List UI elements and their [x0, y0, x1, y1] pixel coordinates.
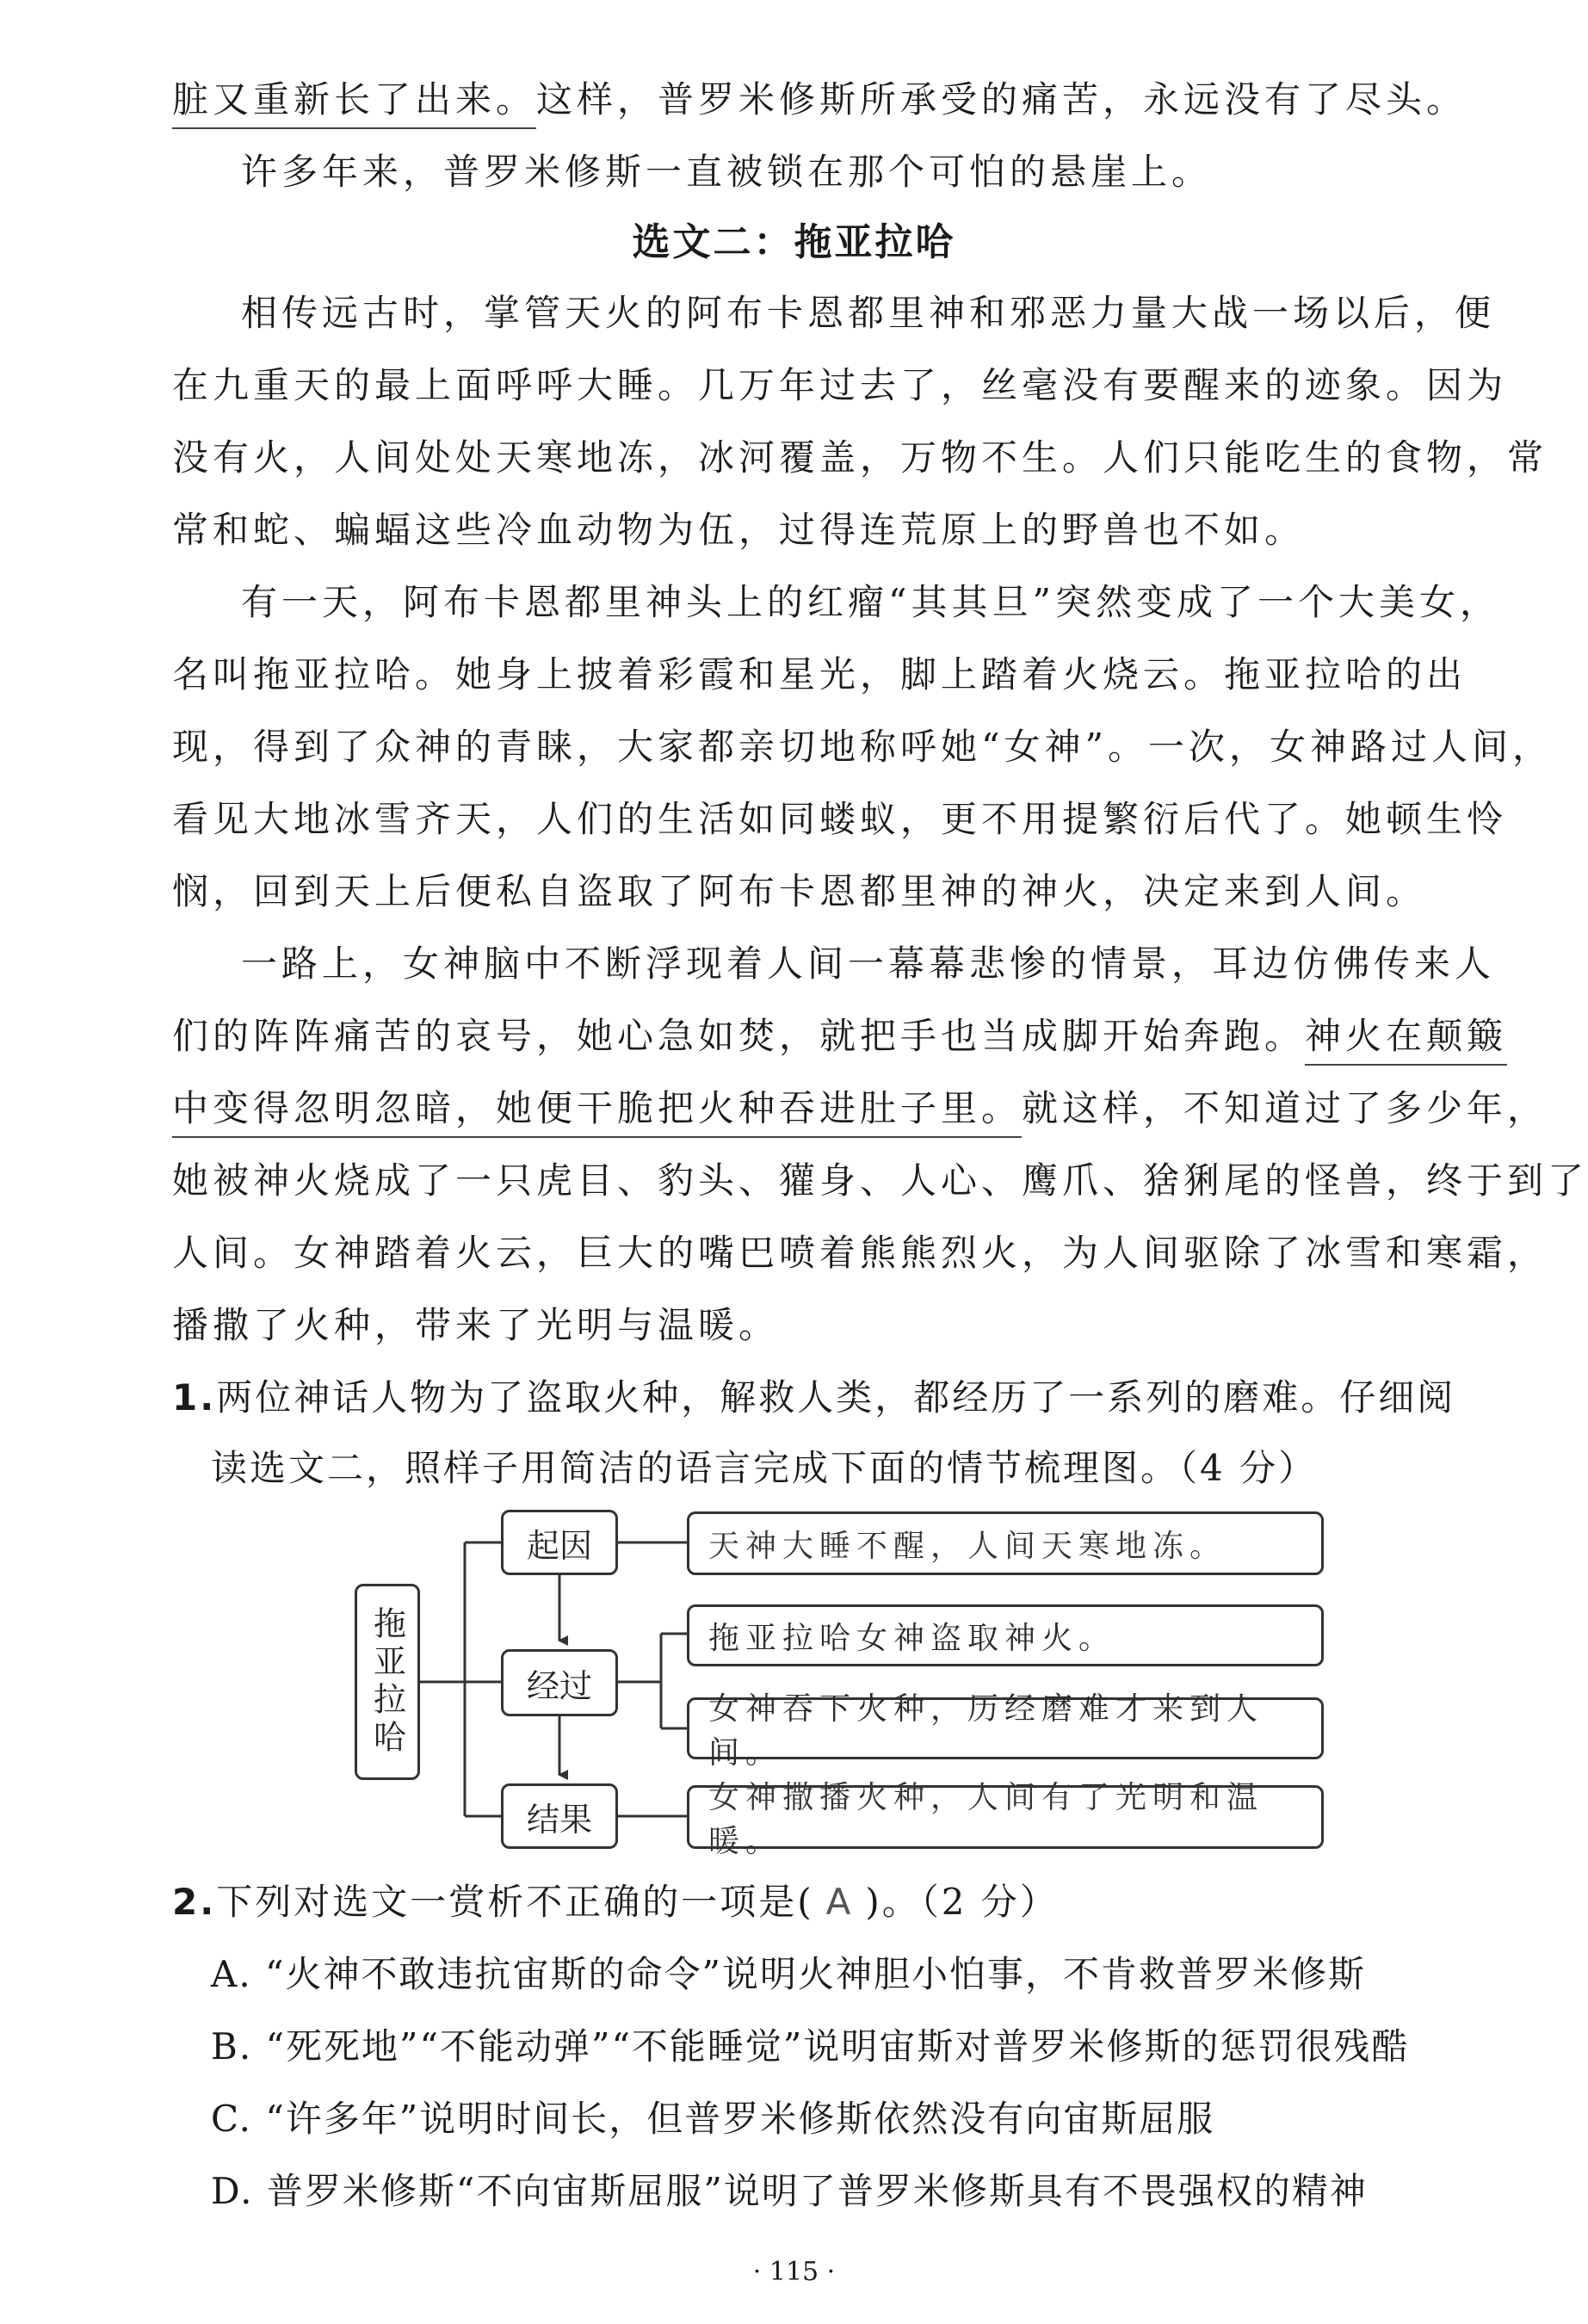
passage1-line-1 [172, 64, 1480, 136]
underlined-sentence: 中变得忽明忽暗，她便干脆把火种吞进肚子里。 [172, 1087, 1022, 1138]
diagram-process-answer-2: 女神吞下火种，历经磨难才来到人间。 [687, 1697, 1324, 1759]
passage2-line: 悯，回到天上后便私自盗取了阿布卡恩都里神的神火，决定来到人间。 [172, 870, 1427, 912]
question-2-answer: A [825, 1881, 854, 1923]
passage1-line-1-rest: 这样，普罗米修斯所承受的痛苦，永远没有了尽头。 [536, 78, 1468, 121]
diagram-cause-answer: 天神大睡不醒，人间天寒地冻。 [687, 1511, 1324, 1575]
diagram-result-label: 结果 [501, 1783, 618, 1849]
underlined-sentence: 脏又重新长了出来。 [172, 78, 536, 129]
diagram-cause-label: 起因 [501, 1510, 618, 1575]
passage2-line: 在九重天的最上面呼呼大睡。几万年过去了，丝毫没有要醒来的迹象。因为 [172, 364, 1508, 406]
passage2-line: 有一天，阿布卡恩都里神头上的红瘤“其其旦”突然变成了一个大美女， [241, 581, 1500, 623]
underlined-sentence: 神火在颠簸 [1305, 1015, 1507, 1066]
plot-diagram [344, 1498, 1343, 1859]
diagram-result-answer: 女神撒播火种，人间有了光明和温暖。 [687, 1785, 1324, 1849]
passage2-line-12 [172, 1072, 1548, 1145]
question-2-text-after: )。（2 分） [865, 1881, 1059, 1923]
page-number: · 115 · [752, 2257, 836, 2287]
option-a: A. “火神不敢违抗宙斯的命令”说明火神胆小怕事，不肯救普罗米修斯 [211, 1953, 1366, 1995]
option-d: D. 普罗米修斯“不向宙斯屈服”说明了普罗米修斯具有不畏强权的精神 [211, 2170, 1368, 2212]
diagram-root-node: 拖亚拉哈 [355, 1584, 420, 1780]
passage2-line: 播撒了火种，带来了光明与温暖。 [172, 1304, 780, 1346]
diagram-process-answer-1: 拖亚拉哈女神盗取神火。 [687, 1604, 1324, 1666]
question-2-number: 2. [172, 1881, 217, 1923]
passage2-line: 人间。女神踏着火云，巨大的嘴巴喷着熊熊烈火，为人间驱除了冰雪和寒霜， [172, 1232, 1548, 1274]
passage2-line-11-plain: 们的阵阵痛苦的哀号，她心急如焚，就把手也当成脚开始奔跑。 [172, 1015, 1306, 1057]
question-1-number: 1. [172, 1376, 217, 1419]
question-1-text-1: 两位神话人物为了盗取火种，解救人类，都经历了一系列的磨难。仔细阅 [216, 1376, 1456, 1419]
question-2 [172, 1866, 1059, 1938]
passage2-line: 相传远古时，掌管天火的阿布卡恩都里神和邪恶力量大战一场以后，便 [241, 292, 1496, 334]
passage2-line: 常和蛇、蝙蝠这些冷血动物为伍，过得连荒原上的野兽也不如。 [172, 509, 1306, 551]
passage2-line-12-rest: 就这样，不知道过了多少年， [1022, 1087, 1548, 1129]
passage2-line: 现，得到了众神的青睐，大家都亲切地称呼她“女神”。一次，女神路过人间， [172, 726, 1553, 768]
passage2-line: 一路上，女神脑中不断浮现着人间一幕幕悲惨的情景，耳边仿佛传来人 [241, 943, 1496, 985]
question-1-text-2: 读选文二，照样子用简洁的语言完成下面的情节梳理图。（4 分） [211, 1447, 1318, 1489]
option-c: C. “许多年”说明时间长，但普罗米修斯依然没有向宙斯屈服 [211, 2098, 1215, 2140]
question-1 [172, 1362, 1455, 1434]
passage2-line: 没有火，人间处处天寒地冻，冰河覆盖，万物不生。人们只能吃生的食物，常 [172, 436, 1548, 479]
question-2-text: 下列对选文一赏析不正确的一项是( [216, 1881, 814, 1923]
passage2-line: 看见大地冰雪齐天，人们的生活如同蝼蚁，更不用提繁衍后代了。她顿生怜 [172, 798, 1508, 840]
passage2-title: 选文二：拖亚拉哈 [632, 220, 956, 264]
passage2-line: 名叫拖亚拉哈。她身上披着彩霞和星光，脚上踏着火烧云。拖亚拉哈的出 [172, 653, 1468, 695]
passage2-line-11 [172, 1000, 1508, 1072]
passage1-line-2: 许多年来，普罗米修斯一直被锁在那个可怕的悬崖上。 [241, 151, 1213, 193]
diagram-process-label: 经过 [501, 1649, 618, 1716]
passage2-line: 她被神火烧成了一只虎目、豹头、獾身、人心、鹰爪、猞猁尾的怪兽，终于到了 [172, 1159, 1588, 1202]
option-b: B. “死死地”“不能动弹”“不能睡觉”说明宙斯对普罗米修斯的惩罚很残酷 [211, 2025, 1410, 2067]
